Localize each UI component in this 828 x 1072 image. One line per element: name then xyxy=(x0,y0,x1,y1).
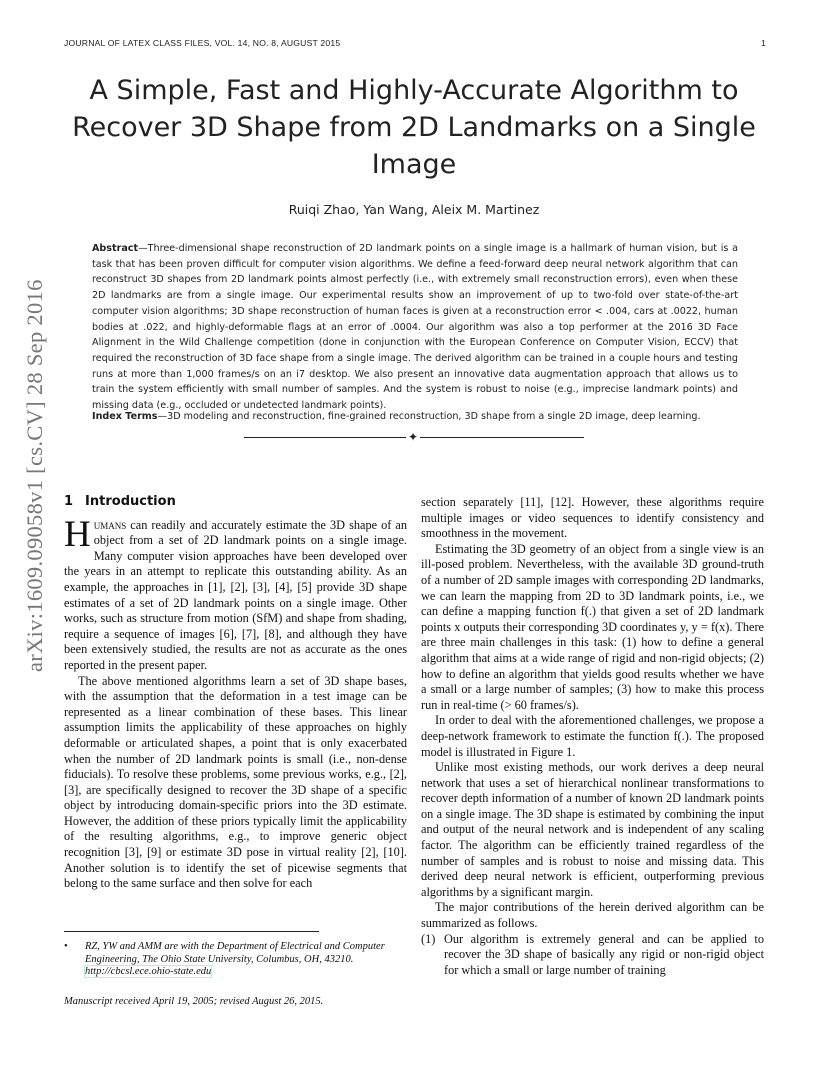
paragraph-text: can readily and accurately estimate the 3D shape of an object from a set of 2D landmark points on a single image. Many computer vision approaches have been developed over the years in an attempt to replicate this outstanding ability. As an example, the approaches in [1], [2], [3], [4], [5] provide 3D shape estimates of a set of 2D landmark points on a single image. Other works, such as structure from motion (SfM) and shape from shading, require a sequence of images [6], [7], [8], and although they have been extensively studied, the results are not as accurate as the ones reported in the present paper. xyxy=(64,517,407,672)
journal-name: JOURNAL OF LATEX CLASS FILES, VOL. 14, NO. 8, AUGUST 2015 xyxy=(64,38,341,48)
index-terms xyxy=(92,409,738,424)
section-title: Introduction xyxy=(85,494,176,509)
contribution-item xyxy=(421,932,764,979)
arxiv-stamp: arXiv:1609.09058v1 [cs.CV] 28 Sep 2016 xyxy=(22,279,47,672)
abstract xyxy=(92,241,738,414)
right-paragraph-2: In order to deal with the aforementioned challenges, we propose a deep-network framework to estimate the function f(.). The proposed model is illustrated in Figure 1. xyxy=(421,713,764,759)
small-caps-word: umans xyxy=(93,517,127,532)
paper-title: A Simple, Fast and Highly-Accurate Algorithm to Recover 3D Shape from 2D Landmarks on a Single Image xyxy=(72,75,756,180)
footnote-rule xyxy=(64,931,319,932)
bullet-icon: • xyxy=(64,941,68,952)
right-paragraph-1: Estimating the 3D geometry of an object from a single view is an ill-posed problem. Nevertheless, with the available 3D ground-truth of a number of 2D sample images with corresponding 2D landmarks, we can learn the mapping from 2D to 3D landmark points, i.e., we can define a mapping function f(.) that given a set of 2D landmark points x outputs their corresponding 3D coordinates y, y = f(x). There are three main challenges in this task: (1) how to define a general algorithm that aims at a wide range of rigid and non-rigid objects; (2) how to define an algorithm that yields good results whether we have a small or a large number of samples; (3) how to make this process run in real-time (> 60 frames/s). xyxy=(421,541,764,712)
footnote xyxy=(64,941,407,979)
abstract-label: Abstract xyxy=(92,243,139,254)
left-column xyxy=(64,494,407,892)
right-column xyxy=(421,495,764,978)
index-terms-text: —3D modeling and reconstruction, fine-grained reconstruction, 3D shape from a single 2D image, deep learning. xyxy=(157,411,701,422)
divider-diamond-icon: ✦ xyxy=(407,430,419,444)
abstract-text: —Three-dimensional shape reconstruction of 2D landmark points on a single image is a hallmark of human vision, but is a task that has been proven difficult for computer vision algorithms. We define a feed-forward deep neural network algorithm that can reconstruct 3D shapes from 2D landmark points almost perfectly (i.e., with extremely small reconstruction errors), even when these 2D landmarks are from a single image. Our experimental results show an improvement of up to two-fold over state-of-the-art computer vision algorithms; 3D shape reconstruction of human faces is given at a reconstruction error < .004, cars at .0022, human bodies at .022, and highly-deformable flags at an error of .0004. Our algorithm was also a top performer at the 2016 3D Face Alignment in the Wild Challenge competition (done in conjunction with the European Conference on Computer Vision, ECCV) that required the reconstruction of 3D face shape from a single image. The derived algorithm can be trained in a couple hours and testing runs at more than 1,000 frames/s on an i7 desktop. We also present an innovative data augmentation approach that allows us to train the system efficiently with small number of samples. And the system is robust to noise (e.g., imprecise landmark points) and missing data (e.g., occluded or undetected landmark points). xyxy=(92,243,738,412)
paper-authors: Ruiqi Zhao, Yan Wang, Aleix M. Martinez xyxy=(288,202,540,217)
footnote-text: RZ, YW and AMM are with the Department of Electrical and Computer Engineering, The Ohio State University, Columbus, OH, 43210. xyxy=(85,941,385,965)
right-paragraph-4: The major contributions of the herein derived algorithm can be summarized as follows. xyxy=(421,900,764,931)
intro-paragraph-2: The above mentioned algorithms learn a set of 3D shape bases, with the assumption that the deformation in a test image can be represented as a linear combination of these bases. This linear assumption limits the applicability of these approaches on highly deformable or articulated shapes, a point that is only exacerbated when the number of 2D landmark points is small (i.e., non-dense fiducials). To resolve these problems, some previous works, e.g., [2], [3], are specifically designed to recover the 3D shape of a specific object by introducing domain-specific priors into the 3D estimate. However, the addition of these priors typically limit the applicability of the resulting algorithms, e.g., to improve generic object recognition [3], [9] or estimate 3D pose in virtual reality [2], [10]. Another solution is to identify the set of picewise segments that belong to the same surface and then solve for each xyxy=(64,673,407,891)
index-terms-label: Index Terms xyxy=(92,411,158,422)
footnote-link[interactable]: http://cbcsl.ece.ohio-state.edu xyxy=(85,966,212,978)
item-text: Our algorithm is extremely general and can be applied to recover the 3D shape of basically any rigid or non-rigid object for which a small or large number of training xyxy=(444,931,764,977)
intro-paragraph-1 xyxy=(64,513,407,674)
right-paragraph-0: section separately [11], [12]. However, these algorithms require multiple images or video sequences to identify consistency and smoothness in the movement. xyxy=(421,495,764,541)
drop-cap: H xyxy=(64,513,91,555)
running-header xyxy=(64,38,766,48)
right-paragraph-3: Unlike most existing methods, our work derives a deep neural network that uses a set of hierarchical nonlinear transformations to recover depth information of a number of known 2D landmark points on a single image. The 3D shape is estimated by combining the input and output of the neural network and is independent of any scaling factor. The algorithm can be efficiently trained regardless of the number of samples and is robust to noise and missing data. This derived deep neural network is efficient, outperforming previous algorithms by a significant margin. xyxy=(421,760,764,899)
section-heading xyxy=(64,494,407,510)
manuscript-note: Manuscript received April 19, 2005; revised August 26, 2015. xyxy=(64,996,324,1007)
page-number: 1 xyxy=(761,38,766,48)
section-number: 1 xyxy=(64,494,74,509)
item-number: (1) xyxy=(421,931,436,946)
